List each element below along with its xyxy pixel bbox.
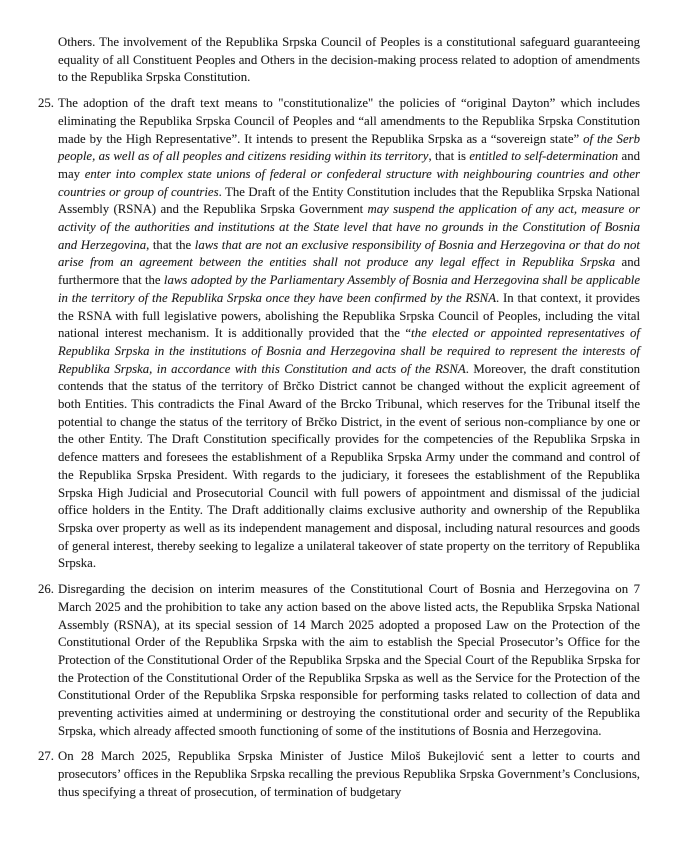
text-run: and furthermore that the: [58, 255, 640, 288]
paragraph: [38, 34, 640, 87]
text-run: and may: [58, 149, 640, 181]
text-run-italic: entitled to self-determination: [469, 149, 619, 164]
text-run: Disregarding the decision on interim measures of the Constitutional Court of Bosnia and Herzegovina on 7 March 2025 and the prohibition to take any action based on the above listed acts, the Republika Srpska National Assembly (RSNA), at its special session of 14 March 2025 adopted a proposed Law on the Protection of the Constitutional Order of the Republika Srpska with the aim to establish the Special Prosecutor’s Office for the Protection of the Constitutional Order of the Republika Srpska and the Special Court of the Republika Srpska for the Protection of the Constitutional Order of the Republika Srpska as well as the Service for the Protection of the Constitutional Order of the Republika Srpska responsible for performing tasks related to collection of data and preventing activities aimed at undermining or destroying the constitutional order and security of the Republika Srpska, which already affected smooth functioning of some of the institutions of Bosnia and Herzegovina.: [58, 582, 640, 738]
paragraph-text: [58, 748, 640, 801]
paragraph-list: [38, 34, 640, 810]
paragraph: [38, 95, 640, 573]
text-run: . In that context, it provides the RSNA with full legislative powers, abolishing the Republika Srpska Council of Peoples, including the vital national interest mechanism. It is additionally provided that the “: [58, 290, 641, 341]
paragraph-number: 26.: [38, 582, 54, 597]
text-run: . Moreover, the draft constitution contends that the status of the territory of Brčko District cannot be changed without the explicit agreement of both Entities. This contradicts the Final Award of the Brcko Tribunal, which reserves for the Tribunal itself the potential to change the status of the territory of Brčko District, in the event of serious non-compliance by one or the other Entity. The Draft Constitution specifically provides for the competencies of the Republika Srpska in defence matters and foresees the establishment of a Republika Srpska Army under the command and control of the Republika Srpska President. With regards to the judiciary, it foresees the establishment of the Republika Srpska High Judicial and Prosecutorial Council with full powers of appointment and dismissal of the judicial office holders in the Entity. The Draft additionally claims exclusive authority and ownership of the Republika Srpska over property as well as its independent management and disposal, including natural resources and goods of general interest, thereby seeking to legalize a unilateral takeover of state property on the territory of Republika Srpska.: [58, 361, 641, 571]
paragraph-text: [58, 581, 640, 740]
text-run-italic: laws that are not an exclusive responsibility of Bosnia and Herzegovina or that do not arise from an agreement between the entities shall not produce any legal effect in Republika Srpska: [58, 237, 640, 270]
paragraph-number: 25.: [38, 96, 54, 111]
paragraph: [38, 581, 640, 740]
paragraph-text: [58, 95, 640, 573]
text-run-italic: the elected or appointed representatives of Republika Srpska in the institutions of Bosnia and Herzegovina shall be required to represent the interests of Republika Srpska, in accordance with this Constitution and acts of the RSNA: [58, 326, 640, 376]
text-run: On 28 March 2025, Republika Srpska Minister of Justice Miloš Bukejlović sent a letter to courts and prosecutors’ offices in the Republika Srpska recalling the previous Republika Srpska Government’s Conclusions, thus specifying a threat of prosecution, of termination of budgetary: [58, 749, 640, 799]
paragraph-number: [38, 34, 58, 87]
text-run: . The Draft of the Entity Constitution includes that the Republika Srpska National Assembly (RSNA) and the Republika Srpska Government: [58, 184, 640, 217]
text-run: , that the: [146, 237, 195, 252]
paragraph: [38, 748, 640, 801]
text-run: Others. The involvement of the Republika Srpska Council of Peoples is a constitutional safeguard guaranteeing equality of all Constituent Peoples and Others in the decision-making process related to adoption of amendments to the Republika Srpska Constitution.: [58, 35, 640, 85]
paragraph-text: [58, 34, 640, 87]
text-run: The adoption of the draft text means to "constitutionalize" the policies of “original Dayton” which includes eliminating the Republika Srpska Council of Peoples and “all amendments to the Republika Srpska Constitution made by the High Representative”. It intends to present the Republika Srpska as a “sovereign state”: [58, 96, 640, 146]
text-run-italic: may suspend the application of any act, measure or activity of the authorities and institutions at the State level that have no grounds in the Constitution of Bosnia and Herzegovina: [58, 202, 640, 252]
paragraph-number: 27.: [38, 749, 54, 764]
text-run-italic: of the Serb people, as well as of all peoples and citizens residing within its territory: [58, 131, 641, 164]
text-run-italic: enter into complex state unions of federal or confederal structure with neighbouring countries and other countries or group of countries: [58, 166, 641, 199]
text-run: , that is: [428, 149, 470, 164]
text-run-italic: laws adopted by the Parliamentary Assembly of Bosnia and Herzegovina shall be applicable in the territory of the Republika Srpska once they have been confirmed by the RSNA: [58, 273, 641, 305]
